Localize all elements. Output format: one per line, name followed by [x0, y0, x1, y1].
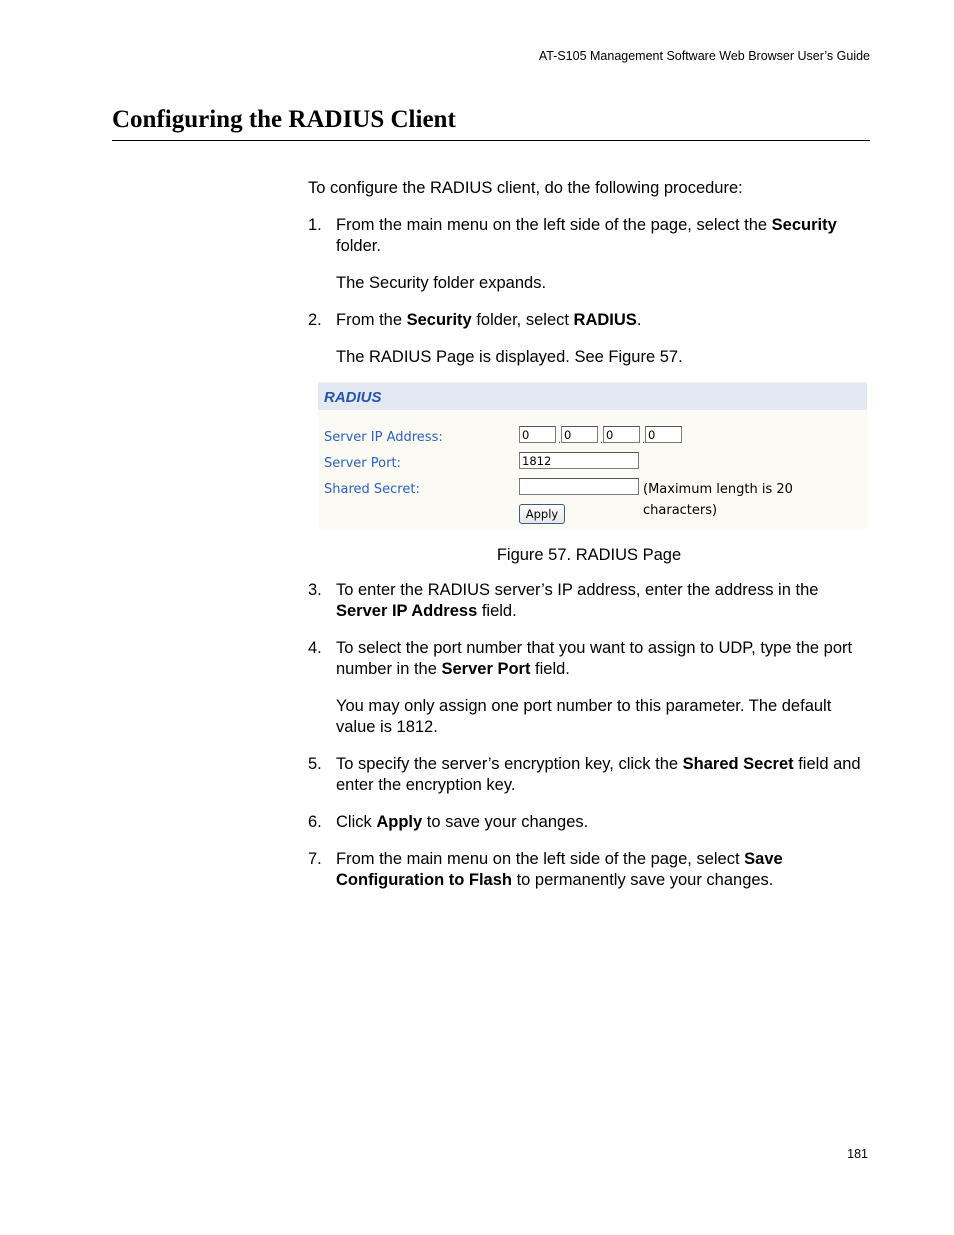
step-text: Click Apply to save your changes. [336, 813, 589, 831]
running-header: AT-S105 Management Software Web Browser User’s Guide [538, 49, 870, 63]
shared-secret-input[interactable] [519, 478, 639, 495]
step-number: 6. [308, 813, 322, 831]
step-2 [308, 310, 870, 331]
intro-paragraph: To configure the RADIUS client, do the following procedure: [308, 179, 743, 197]
ip-separator: . [642, 434, 646, 446]
step-1-note: The Security folder expands. [336, 274, 547, 292]
shared-secret-hint: (Maximum length is 20 characters) [643, 482, 793, 518]
step-4 [308, 638, 870, 680]
step-6 [308, 812, 870, 833]
ip-separator: . [600, 434, 604, 446]
server-ip-octet-4[interactable]: 0 [645, 426, 682, 443]
step-number: 7. [308, 850, 322, 868]
section-title: Configuring the RADIUS Client [112, 106, 456, 133]
shared-secret-label: Shared Secret: [324, 482, 420, 497]
step-4-note: You may only assign one port number to this parameter. The default value is 1812. [336, 697, 832, 736]
step-number: 1. [308, 216, 322, 234]
server-port-label: Server Port: [324, 456, 401, 471]
ip-separator: . [558, 434, 562, 446]
step-2-note: The RADIUS Page is displayed. See Figure 57. [336, 348, 683, 366]
server-port-input[interactable]: 1812 [519, 452, 639, 469]
apply-button[interactable]: Apply [519, 504, 565, 524]
step-1 [308, 215, 870, 257]
step-number: 2. [308, 311, 322, 329]
step-5 [308, 754, 870, 796]
radius-figure [318, 382, 867, 529]
body-content [308, 178, 870, 907]
title-divider [112, 140, 870, 141]
step-text: From the main menu on the left side of the page, select the Security folder. [336, 216, 837, 255]
step-text: From the main menu on the left side of the page, select Save Configuration to Flash to permanently save your changes. [336, 850, 783, 889]
server-ip-octet-3[interactable]: 0 [603, 426, 640, 443]
figure-caption: Figure 57. RADIUS Page [496, 546, 682, 564]
radius-panel-title: RADIUS [324, 389, 382, 406]
step-number: 4. [308, 639, 322, 657]
server-ip-octet-1[interactable]: 0 [519, 426, 556, 443]
step-number: 5. [308, 755, 322, 773]
step-3 [308, 580, 870, 622]
radius-panel-header [318, 382, 867, 410]
server-ip-label: Server IP Address: [324, 430, 443, 445]
server-ip-octet-2[interactable]: 0 [561, 426, 598, 443]
step-text: To enter the RADIUS server’s IP address, enter the address in the Server IP Address field. [336, 581, 819, 620]
page-number: 181 [847, 1147, 868, 1161]
step-7 [308, 849, 870, 891]
step-text: To specify the server’s encryption key, click the Shared Secret field and enter the encryption key. [336, 755, 861, 794]
step-text: To select the port number that you want to assign to UDP, type the port number in the Server Port field. [336, 639, 853, 678]
step-number: 3. [308, 581, 322, 599]
step-text: From the Security folder, select RADIUS. [336, 311, 642, 329]
